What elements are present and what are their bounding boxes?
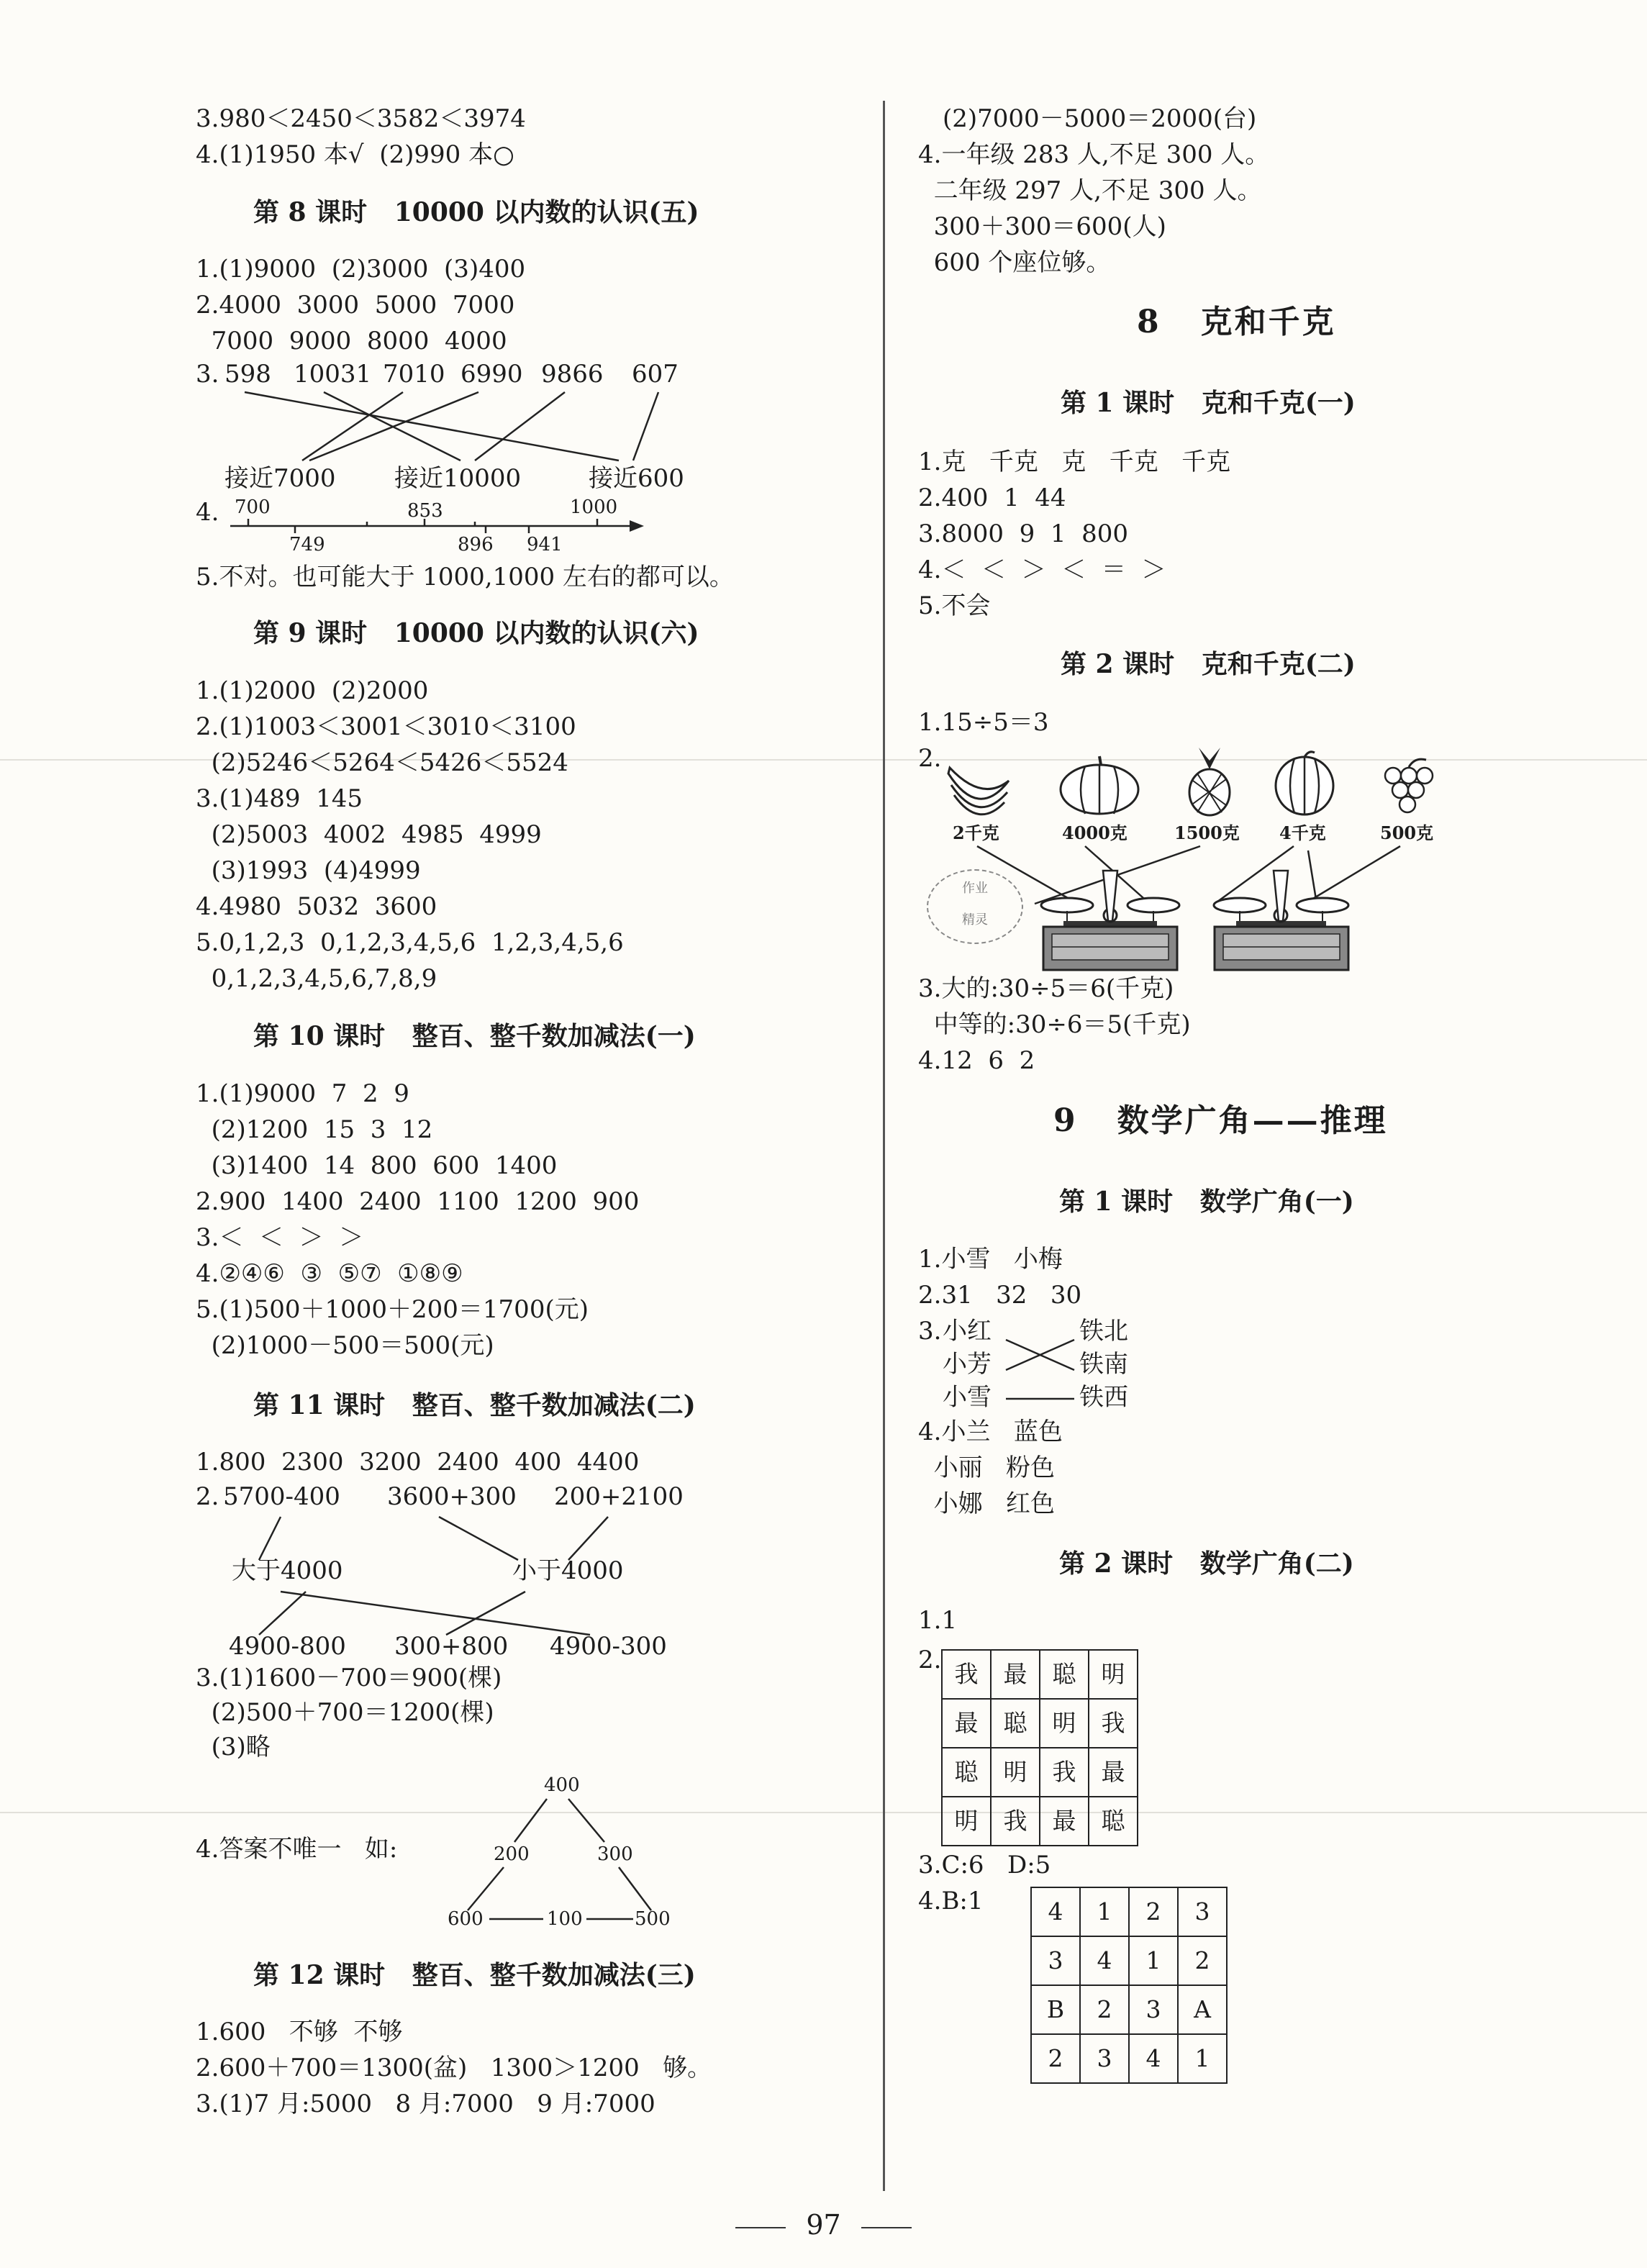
number-line-label: 1000 <box>570 496 618 518</box>
match-number: 10031 <box>294 360 372 389</box>
answer-line: 5.0,1,2,3 0,1,2,3,4,5,6 1,2,3,4,5,6 <box>196 928 624 957</box>
banana-icon <box>943 759 1015 817</box>
answer-line: 2.600＋700＝1300(盆) 1300＞1200 够。 <box>196 2054 712 2082</box>
watermelon-icon <box>1269 748 1340 817</box>
match-label: 接近10000 <box>394 464 522 493</box>
pumpkin-icon <box>1056 752 1143 817</box>
grid-cell: 我 <box>942 1650 991 1699</box>
grid-cell: 4 <box>1031 1887 1080 1936</box>
triangle-number: 300 <box>597 1843 633 1865</box>
grid-cell: 2 <box>1129 1887 1178 1936</box>
question-number: 2. <box>196 1482 219 1511</box>
section-title: 第 2 课时 克和千克(二) <box>1061 649 1356 679</box>
answer-line: 4.＜ ＜ ＞ ＜ ＝ ＞ <box>918 555 1166 584</box>
match-expression: 4900-300 <box>550 1632 667 1661</box>
match-place: 铁北 <box>1079 1317 1128 1346</box>
fruit-weight-label: 1500克 <box>1174 822 1240 843</box>
answer-line: (2)7000－5000＝2000(台) <box>943 104 1257 133</box>
grid-cell: 聪 <box>942 1748 991 1797</box>
answer-line: 7000 9000 8000 4000 <box>196 327 507 355</box>
balance-scale-right <box>1214 871 1348 970</box>
answer-line: 5.(1)500＋1000＋200＝1700(元) <box>196 1295 589 1324</box>
grid-cell: 3 <box>1178 1887 1227 1936</box>
match-name: 小雪 <box>943 1383 992 1412</box>
triangle-number: 200 <box>494 1843 530 1865</box>
answer-grid-2 <box>1030 1887 1228 2084</box>
grid-cell: 3 <box>1031 1936 1080 1985</box>
fruit-weight-label: 4000克 <box>1062 822 1128 843</box>
answer-grid-1 <box>941 1649 1138 1846</box>
match-number: 9866 <box>541 360 604 389</box>
grid-cell: 我 <box>991 1797 1040 1846</box>
answer-line: 1.(1)2000 (2)2000 <box>196 676 429 705</box>
matching-lines <box>0 0 881 504</box>
grid-cell: 4 <box>1129 2034 1178 2083</box>
answer-line: (2)5003 4002 4985 4999 <box>196 820 542 849</box>
answer-line: 4.小兰 蓝色 <box>918 1418 1063 1446</box>
answer-line: 3.大的:30÷5＝6(千克) <box>918 974 1174 1003</box>
match-expression: 300+800 <box>394 1632 509 1661</box>
page-number-dash <box>861 2227 912 2228</box>
answer-line: 2.31 32 30 <box>918 1281 1082 1310</box>
answer-line: 1.小雪 小梅 <box>918 1245 1063 1274</box>
grid-cell: 3 <box>1080 2034 1129 2083</box>
answer-line: 1.600 不够 不够 <box>196 2018 403 2046</box>
grid-cell: 最 <box>942 1699 991 1748</box>
question-number: 4. <box>196 498 219 527</box>
answer-line: 4.12 6 2 <box>918 1046 1035 1075</box>
answer-line: 2.4000 3000 5000 7000 <box>196 291 515 319</box>
grid-cell: 明 <box>1040 1699 1089 1748</box>
answer-line: 小丽 粉色 <box>918 1453 1056 1482</box>
section-title: 第 2 课时 数学广角(二) <box>1059 1548 1354 1579</box>
grid-cell: 2 <box>1031 2034 1080 2083</box>
fruit-weight-label: 4千克 <box>1279 822 1326 843</box>
grid-cell: 2 <box>1178 1936 1227 1985</box>
watermark-stamp: 作业 精灵 <box>927 869 1023 944</box>
question-number: 2. <box>918 744 942 773</box>
match-number: 7010 <box>383 360 445 389</box>
balance-scale-left <box>1041 871 1179 970</box>
grid-cell: 明 <box>1089 1650 1138 1699</box>
matching-lines <box>884 1317 1647 1418</box>
triangle-number: 100 <box>547 1908 583 1930</box>
section-title: 第 12 课时 整百、整千数加减法(三) <box>253 1960 696 1990</box>
grid-cell: 明 <box>991 1748 1040 1797</box>
grid-cell: 最 <box>991 1650 1040 1699</box>
grid-cell: 最 <box>1089 1748 1138 1797</box>
answer-line: 3.(1)489 145 <box>196 784 363 813</box>
answer-line: 3.(1)7 月:5000 8 月:7000 9 月:7000 <box>196 2090 655 2118</box>
answer-line: 1.克 千克 克 千克 千克 <box>918 448 1231 476</box>
page-number <box>0 2209 1647 2241</box>
answer-line: 4.②④⑥ ③ ⑤⑦ ①⑧⑨ <box>196 1259 463 1288</box>
match-number: 607 <box>632 360 679 389</box>
section-title: 第 1 课时 克和千克(一) <box>1061 388 1356 418</box>
section-title: 第 1 课时 数学广角(一) <box>1059 1187 1354 1217</box>
grid-cell: 最 <box>1040 1797 1089 1846</box>
page-number-dash <box>735 2227 786 2228</box>
answer-line: 4.B:1 <box>918 1887 984 1915</box>
match-number: 6990 <box>460 360 523 389</box>
grid-cell: A <box>1178 1985 1227 2034</box>
grapes-icon <box>1371 754 1436 815</box>
section-title: 第 11 课时 整百、整千数加减法(二) <box>253 1390 696 1420</box>
grid-cell: 我 <box>1040 1748 1089 1797</box>
match-name: 小芳 <box>943 1350 992 1379</box>
answer-line: 1.800 2300 3200 2400 400 4400 <box>196 1448 640 1477</box>
answer-line: 3.＜ ＜ ＞ ＞ <box>196 1223 364 1252</box>
section-title: 第 9 课时 10000 以内数的认识(六) <box>253 618 699 648</box>
match-place: 铁南 <box>1079 1350 1128 1379</box>
fruit-weight-label: 2千克 <box>953 822 999 843</box>
answer-line: (2)5246＜5264＜5426＜5524 <box>196 748 568 777</box>
answer-line: (2)1000－500＝500(元) <box>196 1331 494 1360</box>
match-label: 接近600 <box>589 464 684 493</box>
grid-cell: 4 <box>1080 1936 1129 1985</box>
grid-cell: 1 <box>1178 2034 1227 2083</box>
match-number: 598 <box>224 360 271 389</box>
answer-line: 3.C:6 D:5 <box>918 1851 1051 1879</box>
answer-line: (2)1200 15 3 12 <box>196 1115 433 1144</box>
question-number: 2. <box>918 1646 942 1674</box>
answer-line: 2.400 1 44 <box>918 484 1066 512</box>
answer-line: 4.(1)1950 本√ (2)990 本○ <box>196 140 514 169</box>
grid-cell: 我 <box>1089 1699 1138 1748</box>
answer-line: 4.一年级 283 人,不足 300 人。 <box>918 140 1270 169</box>
answer-line: 1.1 <box>918 1606 958 1635</box>
pineapple-icon <box>1177 745 1242 817</box>
section-title: 第 10 课时 整百、整千数加减法(一) <box>253 1021 696 1051</box>
number-line <box>216 514 648 543</box>
number-line-label: 700 <box>235 496 271 518</box>
answer-line: 中等的:30÷6＝5(千克) <box>918 1010 1191 1039</box>
answer-line: 1.(1)9000 (2)3000 (3)400 <box>196 255 526 284</box>
grid-cell: 聪 <box>1040 1650 1089 1699</box>
answer-line: 5.不对。也可能大于 1000,1000 左右的都可以。 <box>196 563 734 591</box>
match-expression: 5700-400 <box>223 1482 340 1511</box>
answer-line: 3.8000 9 1 800 <box>918 520 1128 548</box>
answer-line: 二年级 297 人,不足 300 人。 <box>918 176 1262 205</box>
column-divider <box>883 101 885 2191</box>
answer-line: 0,1,2,3,4,5,6,7,8,9 <box>196 964 437 993</box>
answer-line: 3.980＜2450＜3582＜3974 <box>196 104 526 133</box>
number-line-label: 749 <box>289 534 325 555</box>
answer-line: 4.答案不唯一 如: <box>196 1835 398 1864</box>
section-title: 第 8 课时 10000 以内数的认识(五) <box>253 197 699 227</box>
match-expression: 200+2100 <box>554 1482 684 1511</box>
number-line-label: 941 <box>527 534 563 555</box>
answer-line: 300＋300＝600(人) <box>918 212 1166 241</box>
answer-line: (3)略 <box>196 1733 271 1761</box>
grid-cell: 1 <box>1080 1887 1129 1936</box>
answer-line: 600 个座位够。 <box>918 248 1111 277</box>
answer-line: (2)500＋700＝1200(棵) <box>196 1698 494 1727</box>
grid-cell: B <box>1031 1985 1080 2034</box>
grid-cell: 3 <box>1129 1985 1178 2034</box>
answer-line: 小娜 红色 <box>918 1489 1056 1518</box>
match-place: 铁西 <box>1079 1383 1128 1412</box>
grid-cell: 聪 <box>1089 1797 1138 1846</box>
match-expression: 4900-800 <box>229 1632 346 1661</box>
answer-line: (3)1993 (4)4999 <box>196 856 421 885</box>
number-line-label: 896 <box>458 534 494 555</box>
chapter-title: 9 数学广角——推理 <box>1053 1102 1388 1139</box>
match-name: 小红 <box>943 1317 992 1346</box>
triangle-number: 400 <box>544 1774 580 1796</box>
grid-cell: 聪 <box>991 1699 1040 1748</box>
answer-line: 1.15÷5＝3 <box>918 708 1049 737</box>
answer-line: (3)1400 14 800 600 1400 <box>196 1151 558 1180</box>
question-number: 3. <box>918 1317 942 1346</box>
fruit-weight-label: 500克 <box>1380 822 1434 843</box>
answer-line: 3.(1)1600－700＝900(棵) <box>196 1664 502 1692</box>
answer-line: 2.900 1400 2400 1100 1200 900 <box>196 1187 640 1216</box>
number-line-label: 853 <box>407 500 443 522</box>
match-category: 小于4000 <box>512 1556 624 1585</box>
page-number-text: 97 <box>806 2209 841 2241</box>
question-number: 3. <box>196 360 219 389</box>
answer-line: 1.(1)9000 7 2 9 <box>196 1079 409 1108</box>
grid-cell: 明 <box>942 1797 991 1846</box>
triangle-number: 600 <box>448 1908 484 1930</box>
grid-cell: 2 <box>1080 1985 1129 2034</box>
match-category: 大于4000 <box>232 1556 343 1585</box>
match-label: 接近7000 <box>224 464 336 493</box>
triangle-lines <box>0 1792 881 1936</box>
answer-line: 5.不会 <box>918 591 991 620</box>
match-expression: 3600+300 <box>387 1482 517 1511</box>
chapter-title: 8 克和千克 <box>1137 304 1336 340</box>
answer-line: 4.4980 5032 3600 <box>196 892 437 921</box>
answer-line: 2.(1)1003＜3001＜3010＜3100 <box>196 712 576 741</box>
triangle-number: 500 <box>635 1908 671 1930</box>
grid-cell: 1 <box>1129 1936 1178 1985</box>
